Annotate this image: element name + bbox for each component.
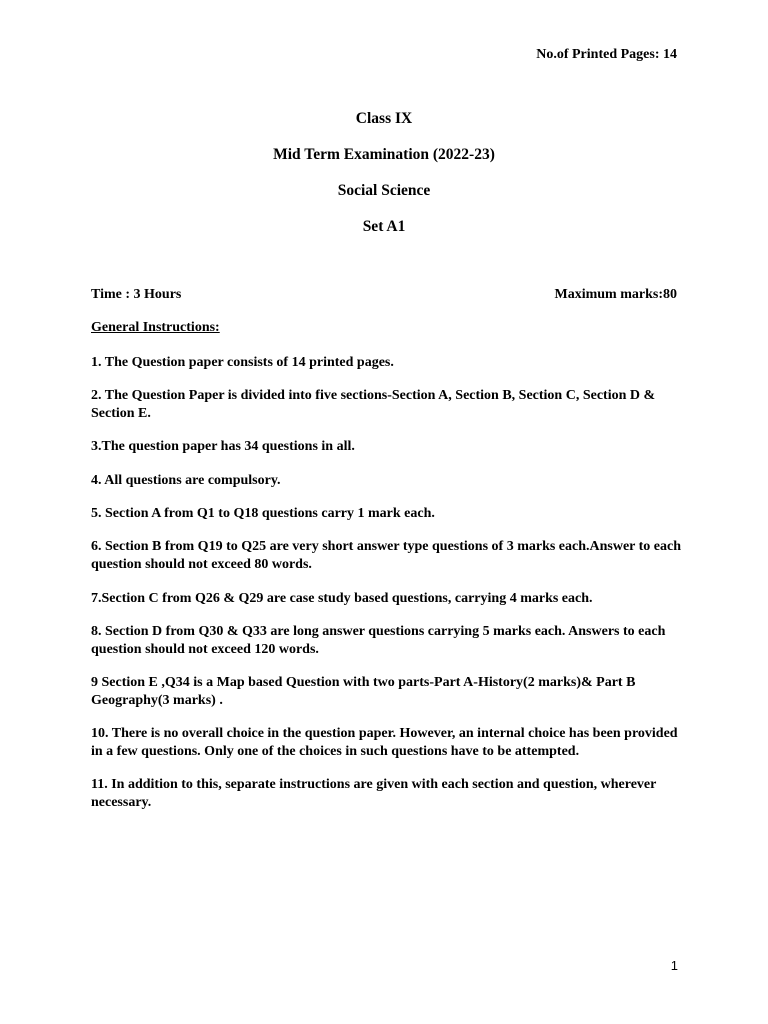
instruction-item: 2. The Question Paper is divided into five sections-Section A, Section B, Section C, Section D & Section E. (91, 388, 656, 421)
instruction-item: 8. Section D from Q30 & Q33 are long answer questions carrying 5 marks each. Answers to each question should not exceed 120 words. (91, 624, 666, 657)
set-title: Set A1 (362, 218, 406, 235)
instructions-heading: General Instructions: (91, 320, 220, 335)
exam-meta-row (91, 287, 677, 303)
instruction-item: 9 Section E ,Q34 is a Map based Question with two parts-Part A-History(2 marks)& Part B Geography(3 marks) . (91, 675, 636, 708)
instruction-item: 3.The question paper has 34 questions in all. (91, 439, 355, 454)
class-title: Class IX (355, 110, 413, 127)
printed-pages-note: No.of Printed Pages: 14 (536, 47, 677, 62)
instruction-item: 4. All questions are compulsory. (91, 473, 281, 488)
instruction-item: 6. Section B from Q19 to Q25 are very short answer type questions of 3 marks each.Answer to each question should not exceed 80 words. (91, 539, 682, 572)
exam-title: Mid Term Examination (2022-23) (273, 146, 495, 163)
instruction-item: 1. The Question paper consists of 14 printed pages. (91, 355, 394, 370)
instruction-item: 11. In addition to this, separate instructions are given with each section and question, wherever necessary. (91, 777, 657, 810)
page-number: 1 (670, 958, 678, 973)
instruction-item: 5. Section A from Q1 to Q18 questions carry 1 mark each. (91, 506, 435, 521)
instruction-item: 10. There is no overall choice in the question paper. However, an internal choice has been provided in a few questions. Only one of the choices in such questions have to be attempted. (91, 726, 678, 759)
time-label: Time : 3 Hours (91, 287, 182, 302)
instruction-item: 7.Section C from Q26 & Q29 are case study based questions, carrying 4 marks each. (91, 591, 593, 606)
max-marks-label: Maximum marks:80 (554, 287, 677, 302)
subject-title: Social Science (337, 182, 431, 199)
